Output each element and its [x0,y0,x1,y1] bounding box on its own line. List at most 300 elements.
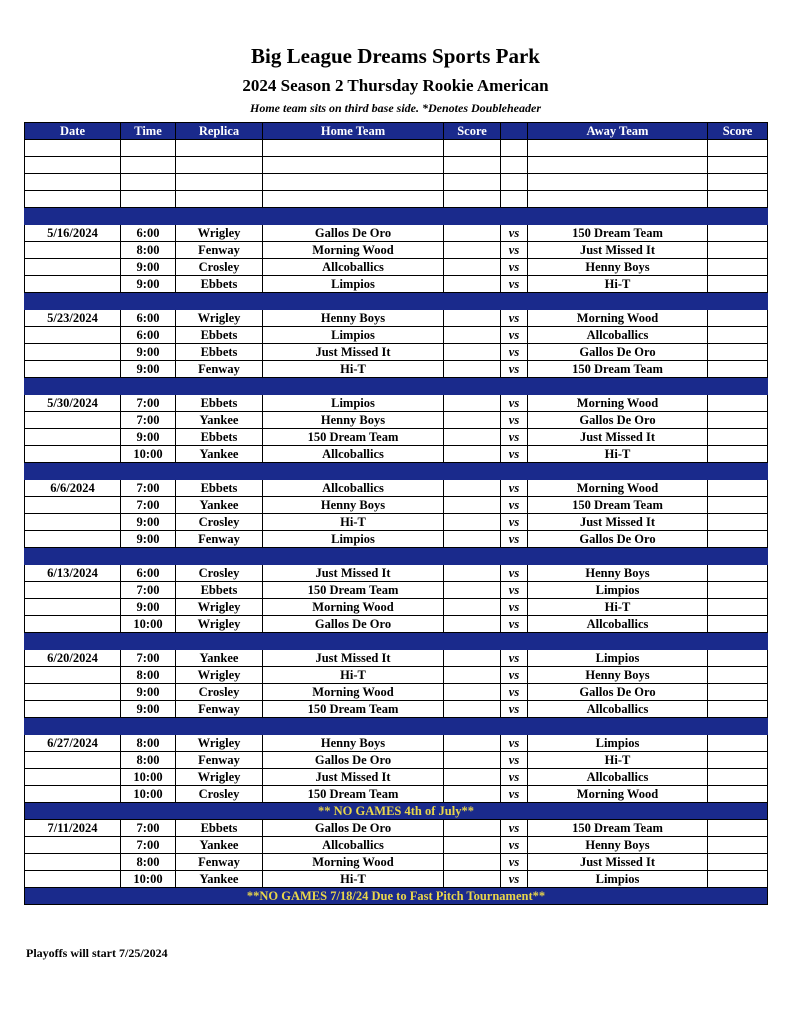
home-score [444,701,501,718]
away-score [708,616,768,633]
vs-label: vs [501,242,528,259]
home-team: Hi-T [263,361,444,378]
game-time: 7:00 [121,497,176,514]
home-score [444,565,501,582]
home-score [444,820,501,837]
home-score [444,854,501,871]
game-date [25,599,121,616]
game-date: 7/11/2024 [25,820,121,837]
week-separator-row [25,718,768,735]
game-time: 6:00 [121,225,176,242]
game-time: 9:00 [121,429,176,446]
away-score [708,837,768,854]
away-score [708,599,768,616]
home-score [444,361,501,378]
game-row [25,837,768,854]
home-score [444,667,501,684]
game-time: 8:00 [121,735,176,752]
game-time: 9:00 [121,276,176,293]
game-row [25,650,768,667]
column-header-time: Time [121,123,176,140]
home-team: Allcoballics [263,259,444,276]
game-date [25,514,121,531]
game-row [25,599,768,616]
blank-row [25,174,768,191]
home-score [444,225,501,242]
game-row [25,531,768,548]
game-row [25,429,768,446]
week-separator-row [25,378,768,395]
home-team: Henny Boys [263,310,444,327]
away-team: Gallos De Oro [528,531,708,548]
game-time: 9:00 [121,684,176,701]
game-replica-field: Wrigley [176,310,263,327]
game-date [25,446,121,463]
home-score [444,259,501,276]
game-replica-field: Ebbets [176,582,263,599]
away-team: Limpios [528,650,708,667]
game-date [25,344,121,361]
game-replica-field: Fenway [176,752,263,769]
away-score [708,752,768,769]
home-team: Morning Wood [263,684,444,701]
game-replica-field: Wrigley [176,667,263,684]
game-replica-field: Fenway [176,242,263,259]
home-team: Henny Boys [263,735,444,752]
table-header-row [25,123,768,140]
away-team: Henny Boys [528,259,708,276]
game-row [25,854,768,871]
game-date [25,752,121,769]
game-replica-field: Fenway [176,701,263,718]
game-replica-field: Ebbets [176,820,263,837]
home-team: Just Missed It [263,565,444,582]
game-row [25,497,768,514]
home-team: Henny Boys [263,497,444,514]
home-team: Hi-T [263,667,444,684]
vs-label: vs [501,497,528,514]
game-time: 10:00 [121,769,176,786]
blank-row [25,157,768,174]
game-time: 7:00 [121,650,176,667]
away-team: Just Missed It [528,854,708,871]
home-team: Gallos De Oro [263,820,444,837]
away-score [708,735,768,752]
away-score [708,582,768,599]
game-row [25,735,768,752]
game-date [25,497,121,514]
game-replica-field: Ebbets [176,429,263,446]
game-date [25,276,121,293]
vs-label: vs [501,446,528,463]
game-date [25,259,121,276]
vs-label: vs [501,786,528,803]
away-score [708,667,768,684]
vs-label: vs [501,429,528,446]
vs-label: vs [501,412,528,429]
game-replica-field: Crosley [176,514,263,531]
away-team: Hi-T [528,276,708,293]
away-team: Henny Boys [528,667,708,684]
home-team: Just Missed It [263,769,444,786]
home-team: 150 Dream Team [263,582,444,599]
away-score [708,684,768,701]
game-date [25,412,121,429]
away-team: Gallos De Oro [528,412,708,429]
vs-label: vs [501,344,528,361]
away-team: Just Missed It [528,242,708,259]
game-replica-field: Ebbets [176,480,263,497]
away-score [708,412,768,429]
game-date: 5/23/2024 [25,310,121,327]
game-row [25,786,768,803]
away-team: Limpios [528,871,708,888]
away-team: Gallos De Oro [528,684,708,701]
game-row [25,701,768,718]
game-time: 7:00 [121,582,176,599]
game-date [25,667,121,684]
away-team: Allcoballics [528,701,708,718]
vs-label: vs [501,259,528,276]
home-score [444,684,501,701]
game-row [25,310,768,327]
game-time: 7:00 [121,837,176,854]
game-row [25,480,768,497]
game-row [25,616,768,633]
away-team: Allcoballics [528,769,708,786]
playoffs-note: Playoffs will start 7/25/2024 [26,946,168,960]
home-score [444,242,501,259]
away-score [708,327,768,344]
away-score [708,361,768,378]
home-team: Allcoballics [263,480,444,497]
game-replica-field: Ebbets [176,276,263,293]
schedule-table [24,122,768,905]
game-time: 9:00 [121,599,176,616]
home-score [444,395,501,412]
game-time: 7:00 [121,480,176,497]
game-replica-field: Wrigley [176,616,263,633]
game-time: 7:00 [121,412,176,429]
game-row [25,259,768,276]
away-score [708,276,768,293]
game-replica-field: Wrigley [176,769,263,786]
game-replica-field: Crosley [176,786,263,803]
vs-label: vs [501,837,528,854]
vs-label: vs [501,667,528,684]
vs-label: vs [501,531,528,548]
game-row [25,242,768,259]
home-team: Gallos De Oro [263,225,444,242]
away-team: Morning Wood [528,310,708,327]
blank-row [25,191,768,208]
vs-label: vs [501,735,528,752]
away-team: Hi-T [528,446,708,463]
page-title: Big League Dreams Sports Park [251,44,540,68]
game-time: 8:00 [121,752,176,769]
vs-label: vs [501,395,528,412]
away-score [708,497,768,514]
home-team: 150 Dream Team [263,429,444,446]
blank-row [25,140,768,157]
game-replica-field: Wrigley [176,735,263,752]
home-score [444,599,501,616]
game-row [25,871,768,888]
column-header-date: Date [25,123,121,140]
vs-label: vs [501,276,528,293]
game-time: 9:00 [121,514,176,531]
vs-label: vs [501,871,528,888]
game-row [25,361,768,378]
week-separator-row [25,548,768,565]
vs-label: vs [501,599,528,616]
home-team: Henny Boys [263,412,444,429]
week-separator-row [25,293,768,310]
game-replica-field: Yankee [176,446,263,463]
away-team: Henny Boys [528,565,708,582]
game-date [25,786,121,803]
schedule-note: Home team sits on third base side. *Denotes Doubleheader [250,101,541,115]
game-date [25,582,121,599]
away-score [708,225,768,242]
game-row [25,752,768,769]
away-team: Hi-T [528,599,708,616]
no-games-banner-row [25,803,768,820]
game-row [25,820,768,837]
game-time: 8:00 [121,854,176,871]
away-team: Allcoballics [528,616,708,633]
away-score [708,259,768,276]
home-score [444,514,501,531]
game-row [25,412,768,429]
home-team: Limpios [263,395,444,412]
home-score [444,735,501,752]
game-date [25,429,121,446]
game-replica-field: Yankee [176,650,263,667]
column-header-vs [501,123,528,140]
home-score [444,412,501,429]
away-team: 150 Dream Team [528,225,708,242]
game-replica-field: Fenway [176,361,263,378]
game-replica-field: Crosley [176,259,263,276]
vs-label: vs [501,650,528,667]
game-date [25,871,121,888]
week-separator-row [25,208,768,225]
game-row [25,344,768,361]
week-separator-row [25,633,768,650]
vs-label: vs [501,480,528,497]
home-score [444,616,501,633]
game-row [25,327,768,344]
away-team: 150 Dream Team [528,820,708,837]
away-score [708,242,768,259]
game-replica-field: Wrigley [176,225,263,242]
home-score [444,446,501,463]
game-date: 5/16/2024 [25,225,121,242]
away-score [708,395,768,412]
home-score [444,531,501,548]
game-time: 6:00 [121,565,176,582]
home-score [444,480,501,497]
home-score [444,310,501,327]
column-header-replica: Replica [176,123,263,140]
no-games-banner: ** NO GAMES 4th of July** [25,803,768,820]
game-row [25,565,768,582]
vs-label: vs [501,225,528,242]
no-games-banner: **NO GAMES 7/18/24 Due to Fast Pitch Tournament** [25,888,768,905]
game-replica-field: Yankee [176,497,263,514]
vs-label: vs [501,820,528,837]
column-header-home-team: Home Team [263,123,444,140]
game-time: 10:00 [121,786,176,803]
away-score [708,650,768,667]
no-games-banner-row [25,888,768,905]
vs-label: vs [501,701,528,718]
game-time: 7:00 [121,820,176,837]
away-team: 150 Dream Team [528,361,708,378]
away-score [708,480,768,497]
away-score [708,854,768,871]
game-replica-field: Yankee [176,412,263,429]
vs-label: vs [501,565,528,582]
game-date [25,837,121,854]
week-separator-row [25,463,768,480]
game-row [25,769,768,786]
game-time: 9:00 [121,344,176,361]
home-team: Limpios [263,276,444,293]
vs-label: vs [501,616,528,633]
away-score [708,446,768,463]
game-time: 9:00 [121,701,176,718]
game-time: 7:00 [121,395,176,412]
away-score [708,871,768,888]
page-subtitle: 2024 Season 2 Thursday Rookie American [242,76,549,95]
game-replica-field: Crosley [176,684,263,701]
game-time: 9:00 [121,361,176,378]
vs-label: vs [501,769,528,786]
away-team: Morning Wood [528,480,708,497]
game-date [25,242,121,259]
game-time: 6:00 [121,327,176,344]
away-team: Limpios [528,582,708,599]
home-score [444,871,501,888]
away-team: Morning Wood [528,395,708,412]
away-team: 150 Dream Team [528,497,708,514]
away-team: Henny Boys [528,837,708,854]
game-replica-field: Ebbets [176,344,263,361]
vs-label: vs [501,684,528,701]
game-replica-field: Ebbets [176,395,263,412]
column-header-home-score: Score [444,123,501,140]
away-score [708,429,768,446]
game-date [25,684,121,701]
game-date [25,327,121,344]
home-score [444,327,501,344]
home-team: Morning Wood [263,599,444,616]
home-score [444,582,501,599]
away-score [708,565,768,582]
vs-label: vs [501,327,528,344]
game-row [25,582,768,599]
game-replica-field: Yankee [176,871,263,888]
game-replica-field: Fenway [176,854,263,871]
away-team: Morning Wood [528,786,708,803]
home-score [444,837,501,854]
game-row [25,225,768,242]
home-team: Allcoballics [263,837,444,854]
away-score [708,701,768,718]
home-team: Gallos De Oro [263,752,444,769]
game-replica-field: Wrigley [176,599,263,616]
home-team: Just Missed It [263,650,444,667]
game-time: 10:00 [121,616,176,633]
game-replica-field: Crosley [176,565,263,582]
game-time: 10:00 [121,446,176,463]
game-time: 8:00 [121,242,176,259]
game-time: 6:00 [121,310,176,327]
home-team: Allcoballics [263,446,444,463]
home-team: Morning Wood [263,242,444,259]
game-date [25,616,121,633]
away-score [708,786,768,803]
home-score [444,344,501,361]
vs-label: vs [501,310,528,327]
home-team: Hi-T [263,514,444,531]
away-team: Hi-T [528,752,708,769]
away-team: Gallos De Oro [528,344,708,361]
game-date: 6/13/2024 [25,565,121,582]
game-row [25,395,768,412]
away-score [708,769,768,786]
home-team: Limpios [263,531,444,548]
home-score [444,752,501,769]
home-team: Gallos De Oro [263,616,444,633]
home-team: Just Missed It [263,344,444,361]
vs-label: vs [501,582,528,599]
away-score [708,514,768,531]
home-score [444,650,501,667]
vs-label: vs [501,514,528,531]
game-row [25,667,768,684]
game-row [25,514,768,531]
game-date [25,361,121,378]
away-team: Just Missed It [528,429,708,446]
home-score [444,429,501,446]
game-date [25,769,121,786]
away-team: Just Missed It [528,514,708,531]
game-time: 9:00 [121,259,176,276]
game-time: 9:00 [121,531,176,548]
away-score [708,344,768,361]
game-date: 5/30/2024 [25,395,121,412]
column-header-away-team: Away Team [528,123,708,140]
home-team: Hi-T [263,871,444,888]
home-team: Morning Wood [263,854,444,871]
home-score [444,497,501,514]
home-team: Limpios [263,327,444,344]
vs-label: vs [501,752,528,769]
game-row [25,276,768,293]
game-date [25,701,121,718]
game-row [25,446,768,463]
column-header-away-score: Score [708,123,768,140]
game-replica-field: Yankee [176,837,263,854]
away-team: Limpios [528,735,708,752]
home-team: 150 Dream Team [263,701,444,718]
game-time: 8:00 [121,667,176,684]
away-team: Allcoballics [528,327,708,344]
game-date [25,531,121,548]
